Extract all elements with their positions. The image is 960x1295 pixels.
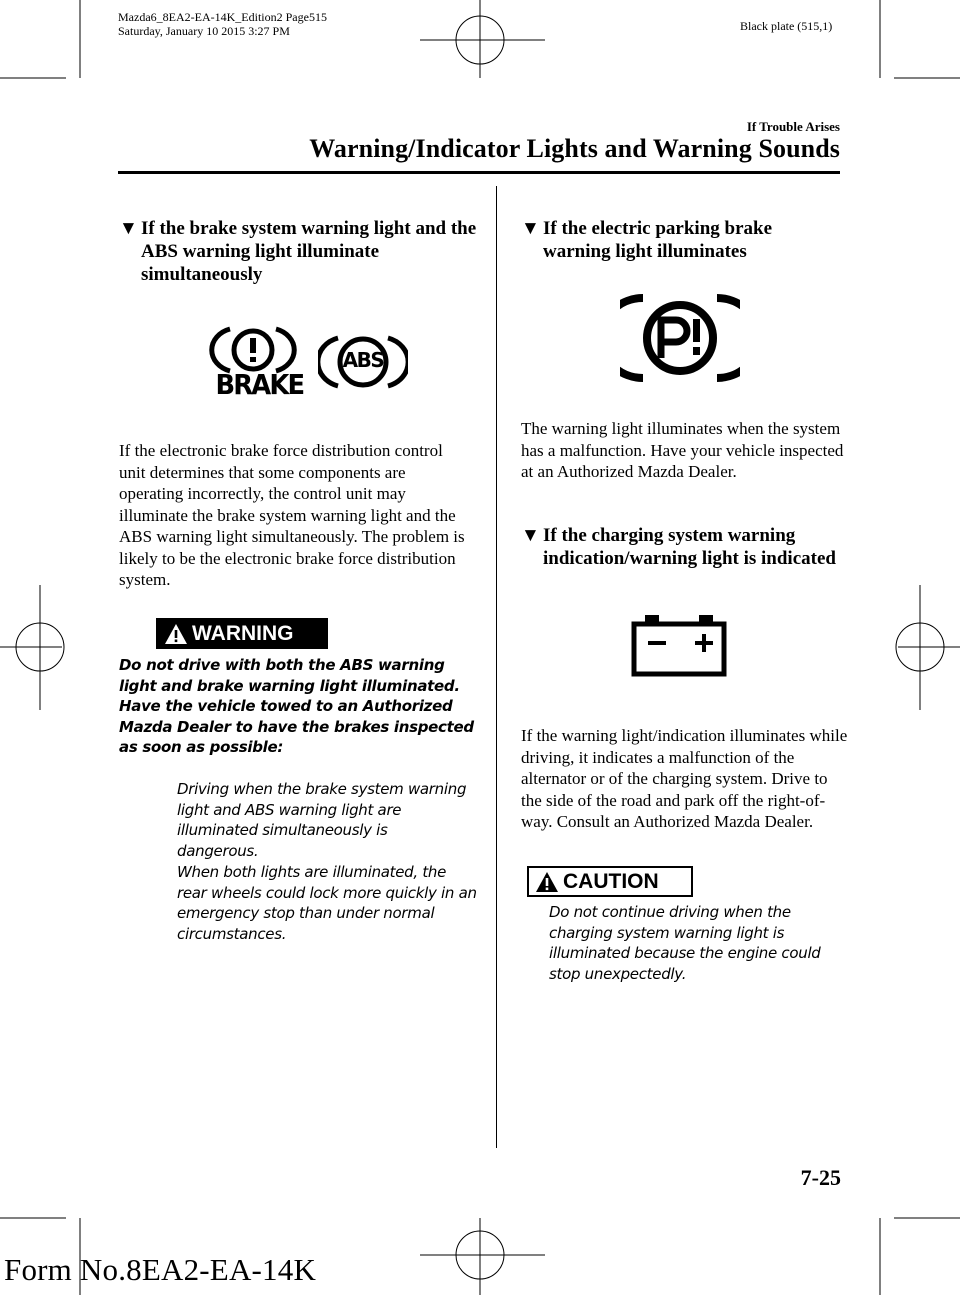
header-rule <box>118 171 840 174</box>
caution-label: CAUTION <box>563 869 659 893</box>
warning-detail-2: When both lights are illuminated, the rear wheels could lock more quickly in an emergency stop than under normal circumstances. <box>177 863 477 943</box>
parking-brake-paragraph: The warning light illuminates when the system has a malfunction. Have your vehicle inspected at an Authorized Mazda Dealer. <box>521 419 844 481</box>
page-title: Warning/Indicator Lights and Warning Sounds <box>309 134 840 163</box>
brake-warning-icon <box>208 325 304 405</box>
warning-detail-1: Driving when the brake system warning light and ABS warning light are illuminated simultaneously is dangerous. <box>177 780 467 860</box>
brake-abs-heading-text: If the brake system warning light and the ABS warning light illuminate simultaneously <box>141 218 477 285</box>
brake-abs-paragraph: If the electronic brake force distribution control unit determines that some components are operating incorrectly, the control unit may illuminate the brake system warning light and the ABS warning light simultaneously. The problem is likely to be the electronic brake force distribution system. <box>119 441 465 589</box>
section-label: If Trouble Arises <box>746 119 840 134</box>
abs-warning-icon <box>318 333 408 391</box>
warning-label: WARNING <box>192 621 294 645</box>
column-divider <box>496 186 497 1148</box>
print-plate: Black plate (515,1) <box>740 19 833 33</box>
caution-text: Do not continue driving when the charging system warning light is illuminated because the engine could stop unexpectedly. <box>549 903 821 983</box>
heading-triangle: ▼ <box>119 218 138 239</box>
page-number: 7-25 <box>800 1165 841 1190</box>
print-date-line: Saturday, January 10 2015 3:27 PM <box>118 24 290 38</box>
form-number: Form No.8EA2-EA-14K <box>4 1252 317 1287</box>
battery-warning-icon <box>631 615 727 677</box>
warning-bold-text: Do not drive with both the ABS warning light and brake warning light illuminated. Have the vehicle towed to an Authorized Mazda Dealer to have the brakes inspected as soon as possible: <box>119 656 474 756</box>
abs-icon-text: ABS <box>342 348 384 372</box>
caution-triangle-icon <box>535 871 559 893</box>
parking-brake-heading-text: If the electric parking brake warning light illuminates <box>543 218 773 262</box>
warning-badge <box>156 618 328 649</box>
charging-paragraph: If the warning light/indication illuminates while driving, it indicates a malfunction of the alternator or of the charging system. Drive to the side of the road and park off the right-of-way. Consult an Authorized Mazda Dealer. <box>521 726 848 831</box>
print-file-line: Mazda6_8EA2-EA-14K_Edition2 Page515 <box>118 10 327 24</box>
parking-brake-warning-icon <box>620 292 740 384</box>
charging-heading-text: If the charging system warning indication/warning light is indicated <box>543 525 836 569</box>
charging-heading <box>521 524 851 570</box>
brake-abs-heading <box>119 217 489 286</box>
caution-badge <box>527 866 693 897</box>
heading-triangle: ▼ <box>521 525 540 546</box>
warning-triangle-icon <box>164 623 188 645</box>
heading-triangle: ▼ <box>521 218 540 239</box>
brake-icon-text: BRAKE <box>215 368 304 401</box>
parking-brake-heading <box>521 217 841 263</box>
